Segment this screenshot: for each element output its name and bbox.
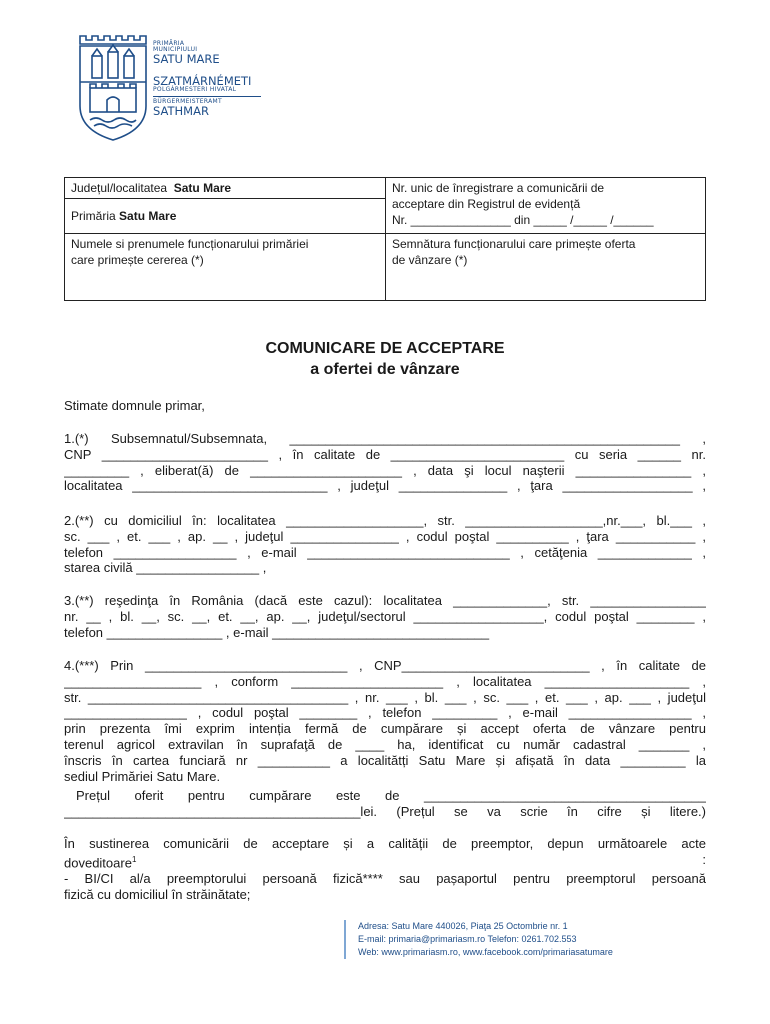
- logo-line-sathmar: SATHMAR: [153, 104, 209, 118]
- document-title: COMUNICARE DE ACCEPTARE: [265, 340, 505, 357]
- footer-web: Web: www.primariasm.ro, www.facebook.com/primariasatumare: [358, 947, 613, 957]
- city-hall-cell: Primăria Satu Mare: [65, 199, 386, 234]
- residence-section: 3.(**) reşedinţa în România (dacă este cazul): localitatea _____________, str. ________________ nr. __ , bl. __, sc. __, et. __, ap. __, judeţul/sectorul __________________, codul poştal ________ , telefon ________________ , e-mail ______________________________: [64, 593, 706, 640]
- county-locality-cell: Județul/localitatea Satu Mare: [65, 178, 386, 199]
- footer-address: Adresa: Satu Mare 440026, Piaţa 25 Octombrie nr. 1: [358, 921, 568, 931]
- representative-section: 4.(***) Prin ____________________________ , CNP__________________________ , în calitate de ___________________ , conform _____________________ , localitatea ____________________ , str. ____________________________________ , nr. ___ , bl. ___ , sc. ___ , et. ___ , ap. ___ , judeţul _________________ , codul poştal ________ , telefon _________ , e-mail _________________ , prin prezenta îmi exprim intenția fermă de cumpărare și accept oferta de vânzare pentru terenul agricol extravilan în suprafaţă de ____ ha, identificat cu număr cadastral _______ , înscris în cartea funciară nr __________ a localitătți Satu Mare și afișată în data _________ la sediul Primăriei Satu Mare.: [64, 658, 706, 784]
- applicant-identity-section: 1.(*) Subsemnatul/Subsemnata, ______________________________________________________ , CNP _______________________ , în calitate de ________________________ cu seria ______ nr. _________ , eliberat(ă) de _____________________ , data şi locul naşterii ________________ , localitatea ___________________________ , judeţul _______________ , ţara __________________ ,: [64, 431, 706, 494]
- logo-line-municipiului: MUNICIPIULUI: [153, 46, 198, 53]
- footer-contact: E-mail: primaria@primariasm.ro Telefon: 0261.702.553: [358, 934, 577, 944]
- document-subtitle: a ofertei de vânzare: [310, 361, 460, 378]
- contact-footer: [344, 920, 613, 959]
- registration-number-cell: Nr. unic de înregistrare a comunicării de acceptare din Registrul de evidență Nr. _______________ din _____ /_____ /______: [386, 178, 706, 234]
- logo-text: [153, 41, 261, 118]
- official-name-cell: Numele si prenumele funcționarului primăriei care primește cererea (*): [65, 234, 386, 301]
- supporting-documents-section: În sustinerea comunicării de acceptare și a calității de preemptor, depun următoarele acte doveditoare$^1$ : - BI/CI al/a preemptorului persoană fizică**** sau pașaportul pentru preemptorul persoană fizică cu domiciliul în străinătate;: [64, 836, 706, 902]
- registration-table: [64, 177, 706, 301]
- offered-price-section: Prețul oferit pentru cumpărare este de _______________________________________ _________________________________________lei. (Prețul se va scrie în cifre și litere.): [64, 788, 706, 819]
- logo-line-polgarmesteri: POLGÁRMESTERI HIVATAL: [153, 86, 237, 93]
- salutation: Stimate domnule primar,: [64, 398, 205, 413]
- logo-line-primaria: PRIMĂRIA: [153, 40, 185, 47]
- logo-line-szatmarnemeti: SZATMÁRNÉMETI: [153, 73, 252, 88]
- official-signature-cell: Semnătura funcționarului care primește oferta de vânzare (*): [386, 234, 706, 301]
- domicile-section: 2.(**) cu domiciliul în: localitatea ___________________, str. ___________________,nr.___, bl.___ , sc. ___ , et. ___ , ap. __ , judeţul _______________ , codul poştal __________ , ţara ___________ , telefon _________________ , e-mail ____________________________ , cetăţenia _____________ , starea civilă _________________ ,: [64, 513, 706, 576]
- logo-line-burgermeisteramt: BÜRGERMEISTERAMT: [153, 98, 222, 105]
- logo-line-satu-mare: SATU MARE: [153, 52, 220, 66]
